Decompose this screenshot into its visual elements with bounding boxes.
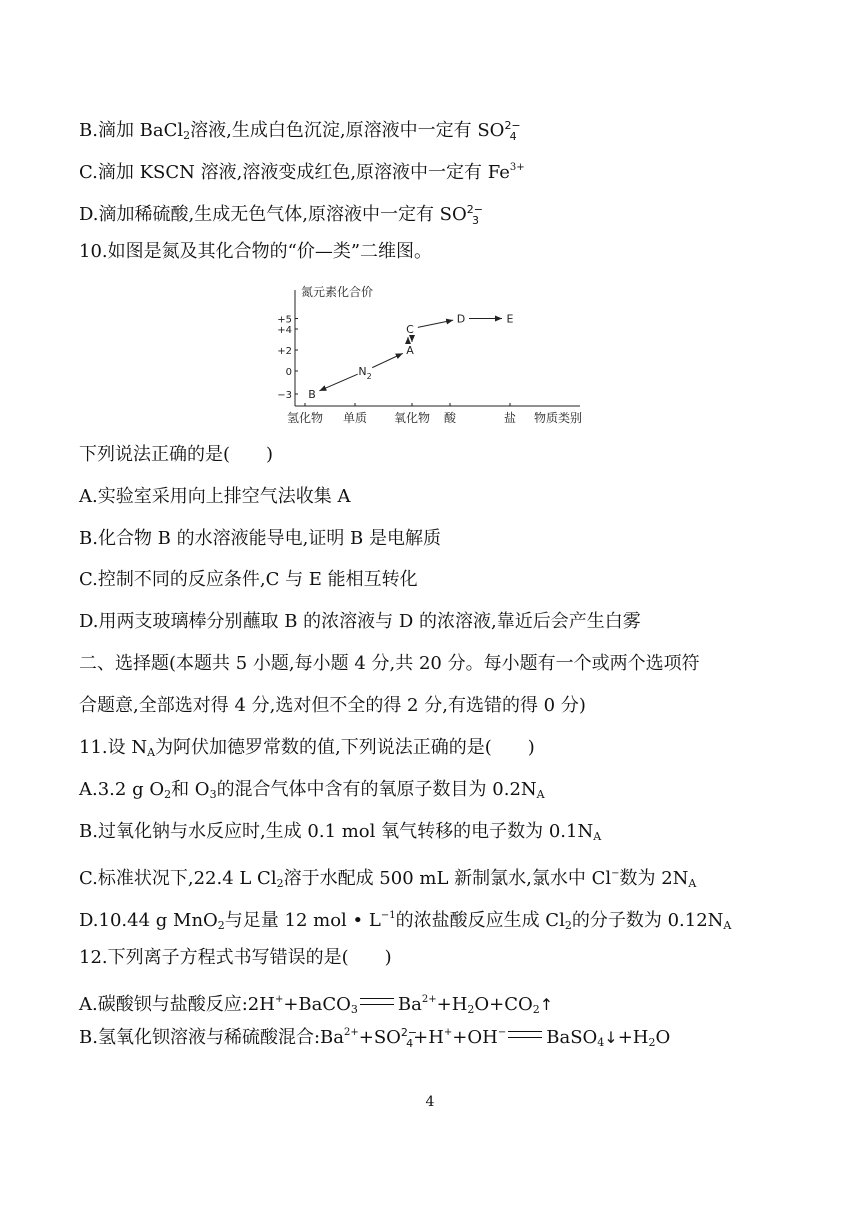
- q9-option-b: B.滴加 BaCl$_2$溶液,生成白色沉淀,原溶液中一定有 $SO^{2-}_4$: [79, 119, 521, 143]
- gas-arrow-icon: ↑: [539, 995, 554, 1014]
- point-label-c: C: [406, 323, 414, 336]
- section2-heading-line2: 合题意,全部选对得 4 分,选对但不全的得 2 分,有选错的得 0 分): [79, 695, 586, 716]
- x-tick-label: 氧化物: [393, 411, 431, 425]
- q12-stem: 12.下列离子方程式书写错误的是( ): [79, 947, 392, 968]
- section2-heading-line1: 二、选择题(本题共 5 小题,每小题 4 分,共 20 分。每小题有一个或两个选项符: [79, 653, 700, 674]
- point-label-d: D: [456, 312, 466, 326]
- point-label-n2: $N_2$: [358, 365, 372, 381]
- q12-option-a: A.碳酸钡与盐酸反应:2H++BaCO$_3$ $Ba^{2+}+H_2O+CO_2↑$: [79, 994, 554, 1016]
- x-tick-label: 盐: [503, 411, 517, 425]
- q11-stem: 11.设 $N_A$为阿伏加德罗常数的值,下列说法正确的是( ): [79, 737, 535, 759]
- q10-option-b: B.化合物 B 的水溶液能导电,证明 B 是电解质: [79, 528, 442, 549]
- x-tick-label: 氢化物: [286, 411, 324, 425]
- q11-option-a: A.3.2 g $O_2$和 $O_3$的混合气体中含有的氧原子数目为 $0.2N_A$: [79, 779, 545, 801]
- arrow-n2-b: [319, 374, 357, 391]
- equals-sign: [508, 1031, 542, 1038]
- q11-option-b: B.过氧化钠与水反应时,生成 0.1 mol 氧气转移的电子数为 $0.1N_A$: [79, 821, 602, 843]
- y-tick-label: +5: [277, 314, 292, 326]
- q11-option-c: C.标准状况下,22.4 L $Cl_2$溶于水配成 500 mL 新制氯水,氯水中 Cl−数为 $2N_A$: [79, 868, 697, 890]
- point-label-e: E: [506, 312, 514, 326]
- q9-option-c: C.滴加 KSCN 溶液,溶液变成红色,原溶液中一定有 $Fe^{3+}$: [79, 162, 525, 183]
- x-axis-label: 物质类别: [533, 411, 582, 425]
- arrow-n2-a: [372, 353, 403, 367]
- y-axis-label: 氮元素化合价: [301, 285, 374, 299]
- x-tick-label: 酸: [443, 411, 457, 425]
- q10-option-d: D.用两支玻璃棒分别蘸取 B 的浓溶液与 D 的浓溶液,靠近后会产生白雾: [79, 611, 641, 632]
- sulfate-ion: $^{2-}_4$: [400, 1026, 418, 1050]
- arrow-c-d: [418, 320, 453, 327]
- y-tick-label: −3: [277, 390, 292, 401]
- nitrogen-valence-chart: [270, 280, 590, 430]
- q12-option-b: B.氢氧化钡溶液与稀硫酸混合$:Ba^{2+}+SO^{2-}_4+H^++OH^-$ $BaSO_4↓+H_2O$: [79, 1026, 671, 1050]
- point-label-b: B: [308, 388, 316, 401]
- sulfate-ion: $^{2-}_4$: [504, 119, 521, 143]
- q10-stem: 10.如图是氮及其化合物的“价—类”二维图。: [79, 241, 433, 262]
- x-tick-label: 单质: [342, 411, 368, 425]
- q10-ask: 下列说法正确的是( ): [79, 444, 274, 465]
- y-tick-label: +4: [277, 325, 292, 336]
- y-tick-label: +2: [277, 346, 292, 357]
- equals-sign: [360, 998, 394, 1005]
- sulfite-ion: $^{2-}_3$: [466, 203, 483, 227]
- q9-option-d: D.滴加稀硫酸,生成无色气体,原溶液中一定有 $SO^{2-}_3$: [79, 203, 483, 227]
- point-label-a: A: [406, 344, 414, 357]
- q10-option-a: A.实验室采用向上排空气法收集 A: [79, 486, 351, 507]
- page-number: 4: [425, 1094, 435, 1110]
- y-tick-label: 0: [285, 367, 292, 378]
- precipitate-arrow-icon: ↓: [604, 1028, 618, 1047]
- q11-option-d: D.10.44 g MnO$_2$与足量 12 mol • $L^{-1}$的浓盐酸反应生成 $Cl_2$的分子数为 $0.12N_A$: [79, 910, 732, 932]
- q10-option-c: C.控制不同的反应条件,C 与 E 能相互转化: [79, 569, 418, 590]
